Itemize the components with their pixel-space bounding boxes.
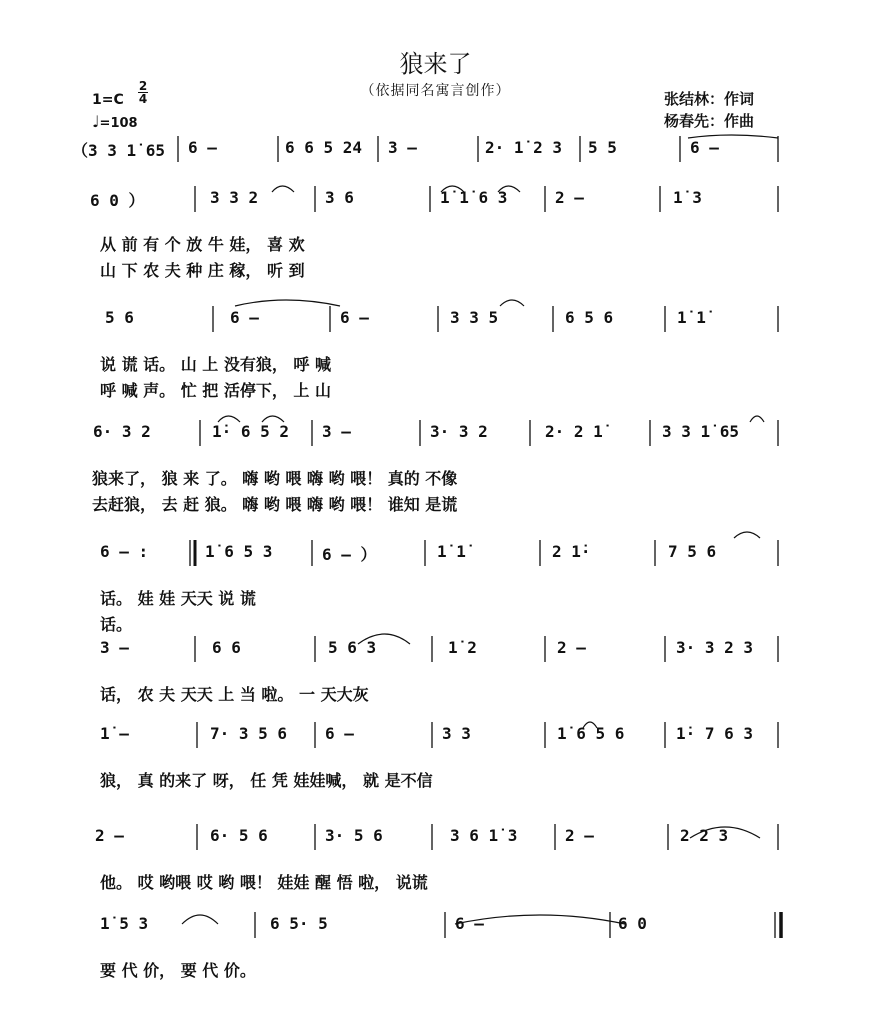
slur-mark bbox=[262, 416, 284, 422]
lyricist-credit: 张结林：作词 bbox=[664, 90, 755, 108]
tie-mark bbox=[455, 915, 625, 924]
slur-mark bbox=[734, 532, 760, 538]
measure-notes: 2 2 3 bbox=[680, 826, 729, 845]
measure-notes: 6 0 ） bbox=[90, 191, 145, 210]
measure-notes: 6 – ） bbox=[322, 545, 377, 564]
measure-notes: 5 6 3 bbox=[328, 638, 377, 657]
measure-notes: 3 3 bbox=[442, 724, 471, 743]
time-sig-top: 2 bbox=[138, 79, 148, 93]
composer-credit: 杨春先：作曲 bbox=[664, 112, 755, 130]
slur-mark bbox=[690, 827, 760, 838]
tie-mark bbox=[688, 135, 778, 138]
slur-mark bbox=[583, 722, 597, 728]
slur-mark bbox=[500, 300, 524, 306]
lyric-line: 话。 bbox=[100, 615, 133, 634]
lyric-line: 呼 喊 声。 忙 把 活停下， 上 山 bbox=[100, 381, 331, 400]
measure-notes: 6 – bbox=[340, 308, 369, 327]
lyric-line: 要 代 价， 要 代 价。 bbox=[100, 961, 256, 980]
measure-notes: 2 – bbox=[557, 638, 586, 657]
lyric-line: 从 前 有 个 放 牛 娃， 喜 欢 bbox=[100, 235, 305, 254]
slur-mark bbox=[498, 186, 520, 192]
measure-notes: 3 6 bbox=[325, 188, 354, 207]
lyric-line: 狼来了， 狼 来 了。 嗨 哟 喂 嗨 哟 喂！ 真的 不像 bbox=[92, 469, 458, 488]
measure-notes: 3 3 2 bbox=[210, 188, 259, 207]
measure-notes: 6 – bbox=[230, 308, 259, 327]
slur-mark bbox=[358, 634, 410, 644]
slur-mark bbox=[218, 416, 240, 422]
measure-notes: 6· 5 6 bbox=[210, 826, 268, 845]
measure-notes: 3 3 5 bbox=[450, 308, 499, 327]
measure-notes: 6 5· 5 bbox=[270, 914, 328, 933]
measure-notes: 6· 3 2 bbox=[93, 422, 151, 441]
measure-notes: 1̇· 6 5 2 bbox=[212, 422, 290, 441]
measure-notes: 6 – bbox=[690, 138, 719, 157]
lyric-line: 山 下 农 夫 种 庄 稼， 听 到 bbox=[100, 261, 305, 280]
measure-notes: 6 0 bbox=[618, 914, 647, 933]
measure-notes: 6 – bbox=[188, 138, 217, 157]
lyric-line: 说 谎 话。 山 上 没有狼， 呼 喊 bbox=[100, 355, 331, 374]
measure-notes: 3· 5 6 bbox=[325, 826, 383, 845]
measure-notes: 1̇ 1̇ bbox=[677, 308, 706, 327]
slur-mark bbox=[750, 416, 764, 422]
lyric-line: 狼， 真 的来了 呀， 任 凭 娃娃喊， 就 是不信 bbox=[100, 771, 433, 790]
measure-notes: 6 6 bbox=[212, 638, 241, 657]
measure-notes: 6 5 6 bbox=[565, 308, 614, 327]
measure-notes: 2 – bbox=[565, 826, 594, 845]
measure-notes: 3· 3 2 bbox=[430, 422, 488, 441]
tempo-value: =108 bbox=[99, 116, 138, 131]
song-title: 狼来了 bbox=[399, 50, 472, 78]
measure-notes: 2 – bbox=[95, 826, 124, 845]
measure-notes: 1̇ – bbox=[100, 724, 129, 743]
measure-notes: 2 – bbox=[555, 188, 584, 207]
time-sig-bottom: 4 bbox=[138, 92, 148, 106]
measure-notes: 7 5 6 bbox=[668, 542, 717, 561]
measure-notes: 1̇ 2 bbox=[448, 638, 477, 657]
song-subtitle: （依据同名寓言创作） bbox=[360, 83, 511, 99]
measure-notes: 6 6 5 24 bbox=[285, 138, 363, 157]
lyric-line: 去赶狼， 去 赶 狼。 嗨 哟 喂 嗨 哟 喂！ 谁知 是谎 bbox=[92, 495, 458, 514]
lyric-line: 话。 娃 娃 天天 说 谎 bbox=[100, 589, 256, 608]
measure-notes: （3 3 1̇ 65 bbox=[72, 141, 166, 160]
measure-notes: 2· 1̇ 2 3 bbox=[485, 138, 563, 157]
measure-notes: 3 3 1̇ 65 bbox=[662, 422, 740, 441]
measure-notes: 2 1̇· bbox=[552, 542, 591, 561]
measure-notes: 1̇ 1̇ bbox=[437, 542, 466, 561]
measure-notes: 1̇ 6 5 6 bbox=[557, 724, 625, 743]
measure-notes: 3 – bbox=[388, 138, 417, 157]
measure-notes: 6 – : bbox=[100, 542, 149, 561]
measure-notes: 1̇ 3 bbox=[673, 188, 702, 207]
slur-mark bbox=[272, 186, 294, 192]
tie-mark bbox=[235, 300, 340, 306]
measure-notes: 7· 3 5 6 bbox=[210, 724, 288, 743]
measure-notes: 1̇ 6 5 3 bbox=[205, 542, 273, 561]
measure-notes: 3 – bbox=[322, 422, 351, 441]
measure-notes: 2· 2 1̇ bbox=[545, 422, 603, 441]
quarter-note-icon: ♩ bbox=[92, 112, 100, 131]
lyric-line: 话， 农 夫 天天 上 当 啦。 一 天大灰 bbox=[100, 685, 369, 704]
measure-notes: 1̇ 1̇ 6 3 bbox=[440, 188, 508, 207]
slur-mark bbox=[441, 186, 464, 192]
measure-notes: 3· 3 2 3 bbox=[676, 638, 754, 657]
measure-notes: 5 5 bbox=[588, 138, 617, 157]
key-signature: 1=C bbox=[92, 92, 124, 108]
measure-notes: 1̇ 5 3 bbox=[100, 914, 149, 933]
measure-notes: 3 – bbox=[100, 638, 129, 657]
measure-notes: 6 – bbox=[455, 914, 484, 933]
measure-notes: 3 6 1̇ 3 bbox=[450, 826, 518, 845]
measure-notes: 6 – bbox=[325, 724, 354, 743]
lyric-line: 他。 哎 哟喂 哎 哟 喂！ 娃娃 醒 悟 啦， 说谎 bbox=[100, 873, 428, 892]
measure-notes: 1̇· 7 6 3 bbox=[676, 724, 754, 743]
slur-mark bbox=[182, 915, 218, 924]
measure-notes: 5 6 bbox=[105, 308, 134, 327]
